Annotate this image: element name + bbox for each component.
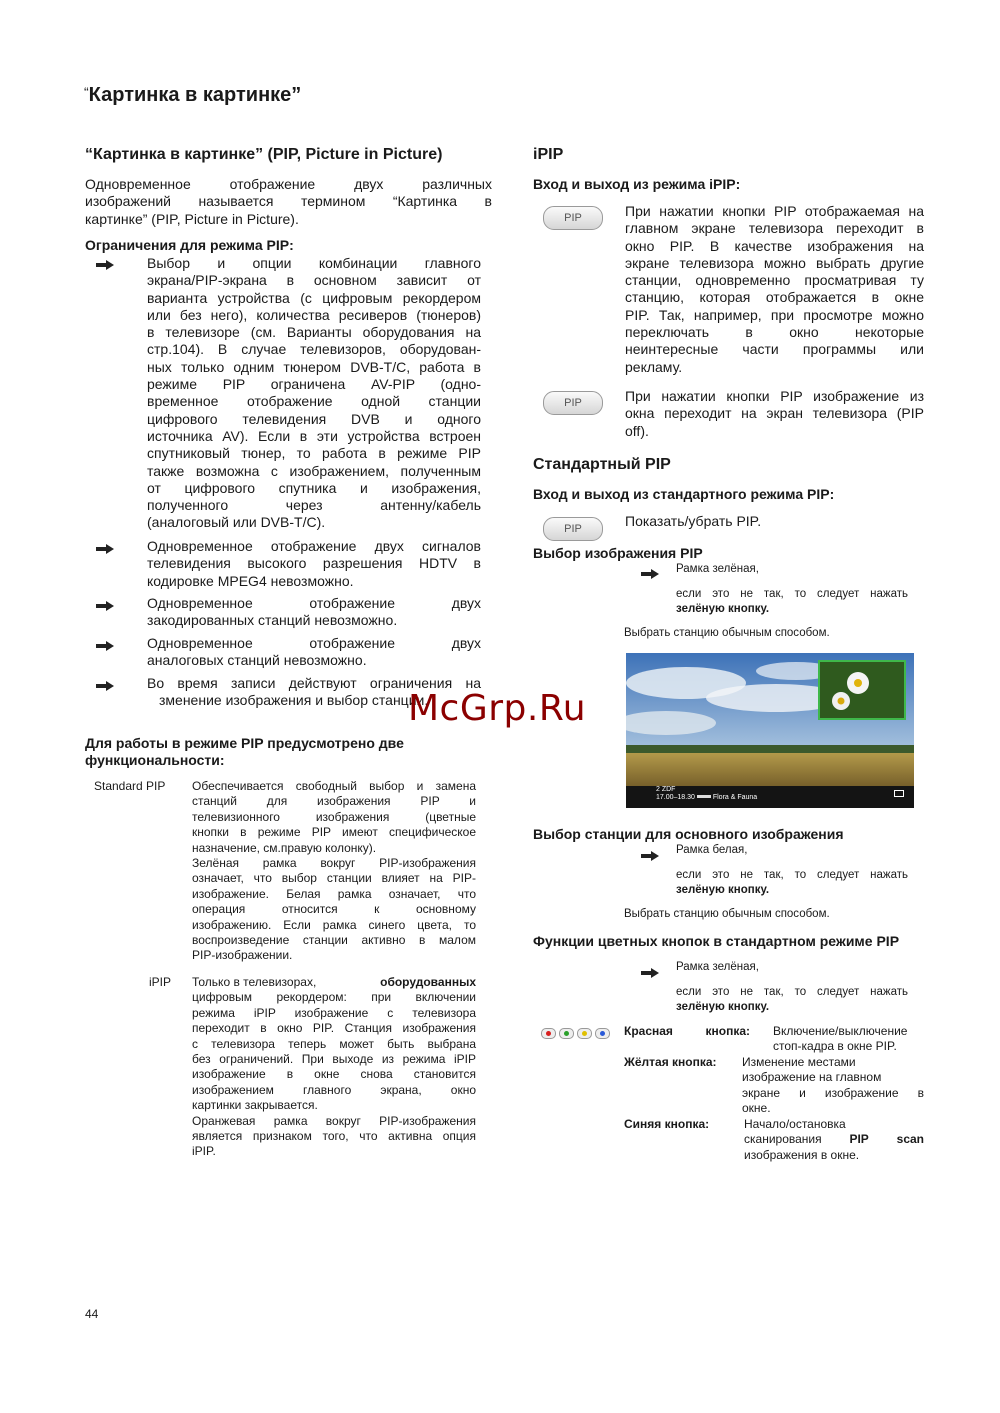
frame-white-text: Рамка белая, — [676, 844, 748, 856]
blue-button-label: Синяя кнопка: — [624, 1117, 710, 1131]
restrictions-heading: Ограничения для режима PIP: — [85, 237, 294, 253]
yellow-button-label: Жёлтая кнопка: — [624, 1055, 717, 1069]
main-select-heading: Выбор станции для основного изображения — [533, 826, 844, 842]
standard-pip-description: Обеспечивается свободный выбор и замена станций для изображения PIP и телевизионного изображения (цветные кнопки в режиме PIP имеют специфическое назначение, см.правую колонку). Зелёная рамка вокруг PIP-изображения означает, что выбор станции влияет на PIP- изображение. Белая рамка означает, что операция относится к основному изображению. Если рамка синего цвета, то воспроизведение станции активно в малом PIP-изображении. — [192, 779, 476, 963]
bullet-1: Выбор и опции комбинации главного экрана/PIP-экрана в основном зависит от варианта устройства (с цифровым рекордером или без него), количества ресиверов (тюнеров) в телевизоре (см. Варианты оборудования на стр.104). В случае телевизоров, оборудован- ных только одним тюнером DVB-T/C, работа в режиме PIP ограничена AV-PIP (одно- временное отображение одной станции цифрового телевидения DVB и одного источника AV). Если в эти устройства встроен спутниковый тюнер, то работа в режиме PIP также возможна с изображением, полученным от цифрового спутника и изображения, полученного через антенну/кабель (аналоговый или DVB-T/C). — [147, 255, 481, 531]
blue-button-description: Начало/остановка сканирования PIP scan изображения в окне. — [744, 1117, 924, 1162]
green-hint: если это не так, то следует нажать зелёную кнопку. — [676, 588, 908, 616]
pip-button-icon: PIP — [543, 517, 603, 541]
bullet-2: Одновременное отображение двух сигналов телевидения высокого разрешения HDTV в кодировке MPEG4 невозможно. — [147, 538, 481, 589]
ipip-enter-description: При нажатии кнопки PIP отображаемая на главном экране телевизора переходит в окно PIP. В качестве изображения на экране телевизора можно выбрать другие станции, одновременно просматривая ту станцию, которая отображается в окне PIP. Так, например, при просмотре можно переключать в окно некоторые неинтересные части программы или рекламу. — [625, 203, 924, 375]
functions-heading: Для работы в режиме PIP предусмотрено две функциональности: — [85, 735, 404, 768]
ipip-exit-description: При нажатии кнопки PIP изображение из окна переходит на экран телевизора (PIP off). — [625, 388, 924, 439]
arrow-bullet-icon — [95, 259, 115, 271]
arrow-bullet-icon — [640, 850, 660, 862]
arrow-bullet-icon — [640, 967, 660, 979]
red-button-icon — [541, 1028, 556, 1039]
color-buttons-icon — [541, 1028, 610, 1039]
green-button-icon — [559, 1028, 574, 1039]
yellow-button-description: Изменение местами изображение на главном экране и изображение в окне. — [742, 1055, 924, 1116]
standard-enter-heading: Вход и выход из стандартного режима PIP: — [533, 486, 835, 502]
select-station-text: Выбрать станцию обычным способом. — [624, 627, 830, 639]
arrow-bullet-icon — [640, 568, 660, 580]
red-button-description: Включение/выключение стоп-кадра в окне PIP. — [773, 1024, 908, 1054]
arrow-bullet-icon — [95, 640, 115, 652]
green-hint-2: если это не так, то следует нажать зелёную кнопку. — [676, 869, 908, 897]
intro-paragraph: Одновременное отображение двух различных изображений называется термином “Картинка в картинке” (PIP, Picture in Picture). — [85, 176, 492, 227]
standard-pip-label: Standard PIP — [94, 779, 166, 793]
frame-green-text: Рамка зелёная, — [676, 563, 759, 575]
ipip-enter-heading: Вход и выход из режима iPIP: — [533, 176, 741, 192]
watermark: McGrp.Ru — [408, 688, 587, 729]
pip-button-icon: PIP — [543, 391, 603, 415]
standard-toggle-text: Показать/убрать PIP. — [625, 513, 762, 529]
arrow-bullet-icon — [95, 543, 115, 555]
ipip-label: iPIP — [149, 975, 172, 989]
red-button-label: Красная кнопка: — [624, 1024, 750, 1038]
page-number: 44 — [85, 1307, 99, 1321]
tv-osd-format-icon — [894, 790, 904, 797]
select-station-text-2: Выбрать станцию обычным способом. — [624, 908, 830, 920]
frame-green-text-2: Рамка зелёная, — [676, 961, 759, 973]
page-title: “Картинка в картинке” — [84, 84, 302, 106]
bullet-5: Во время записи действуют ограничения на зменение изображения и выбор станции. — [147, 675, 481, 709]
standard-pip-heading: Стандартный PIP — [533, 456, 671, 473]
tv-osd: 2 ZDF 17.00–18.30 Flora & Fauna — [656, 786, 758, 801]
ipip-heading: iPIP — [533, 146, 564, 163]
bullet-4: Одновременное отображение двух аналоговых станций невозможно. — [147, 635, 481, 669]
arrow-bullet-icon — [95, 680, 115, 692]
tv-screenshot — [626, 653, 914, 808]
yellow-button-icon — [577, 1028, 592, 1039]
bullet-3: Одновременное отображение двух закодированных станций невозможно. — [147, 595, 481, 629]
pip-button-icon: PIP — [543, 206, 603, 230]
blue-button-icon — [595, 1028, 610, 1039]
green-hint-3: если это не так, то следует нажать зелёную кнопку. — [676, 986, 908, 1014]
ipip-description: Только в телевизорах, оборудованных цифровым рекордером: при включении режима iPIP изображение с телевизора переходит в окно PIP. Станция изображения с телевизора теперь может быть выбрана без ограничений. При выходе из режима iPIP изображение в окне снова становится изображением главного экрана, окно картинки закрывается. Оранжевая рамка вокруг PIP-изображения является признаком того, что активна опция iPIP. — [192, 975, 476, 1159]
section-heading-pip: “Картинка в картинке” (PIP, Picture in Picture) — [85, 146, 443, 163]
color-functions-heading: Функции цветных кнопок в стандартном режиме PIP — [533, 933, 900, 949]
select-pip-heading: Выбор изображения PIP — [533, 545, 703, 561]
arrow-bullet-icon — [95, 600, 115, 612]
